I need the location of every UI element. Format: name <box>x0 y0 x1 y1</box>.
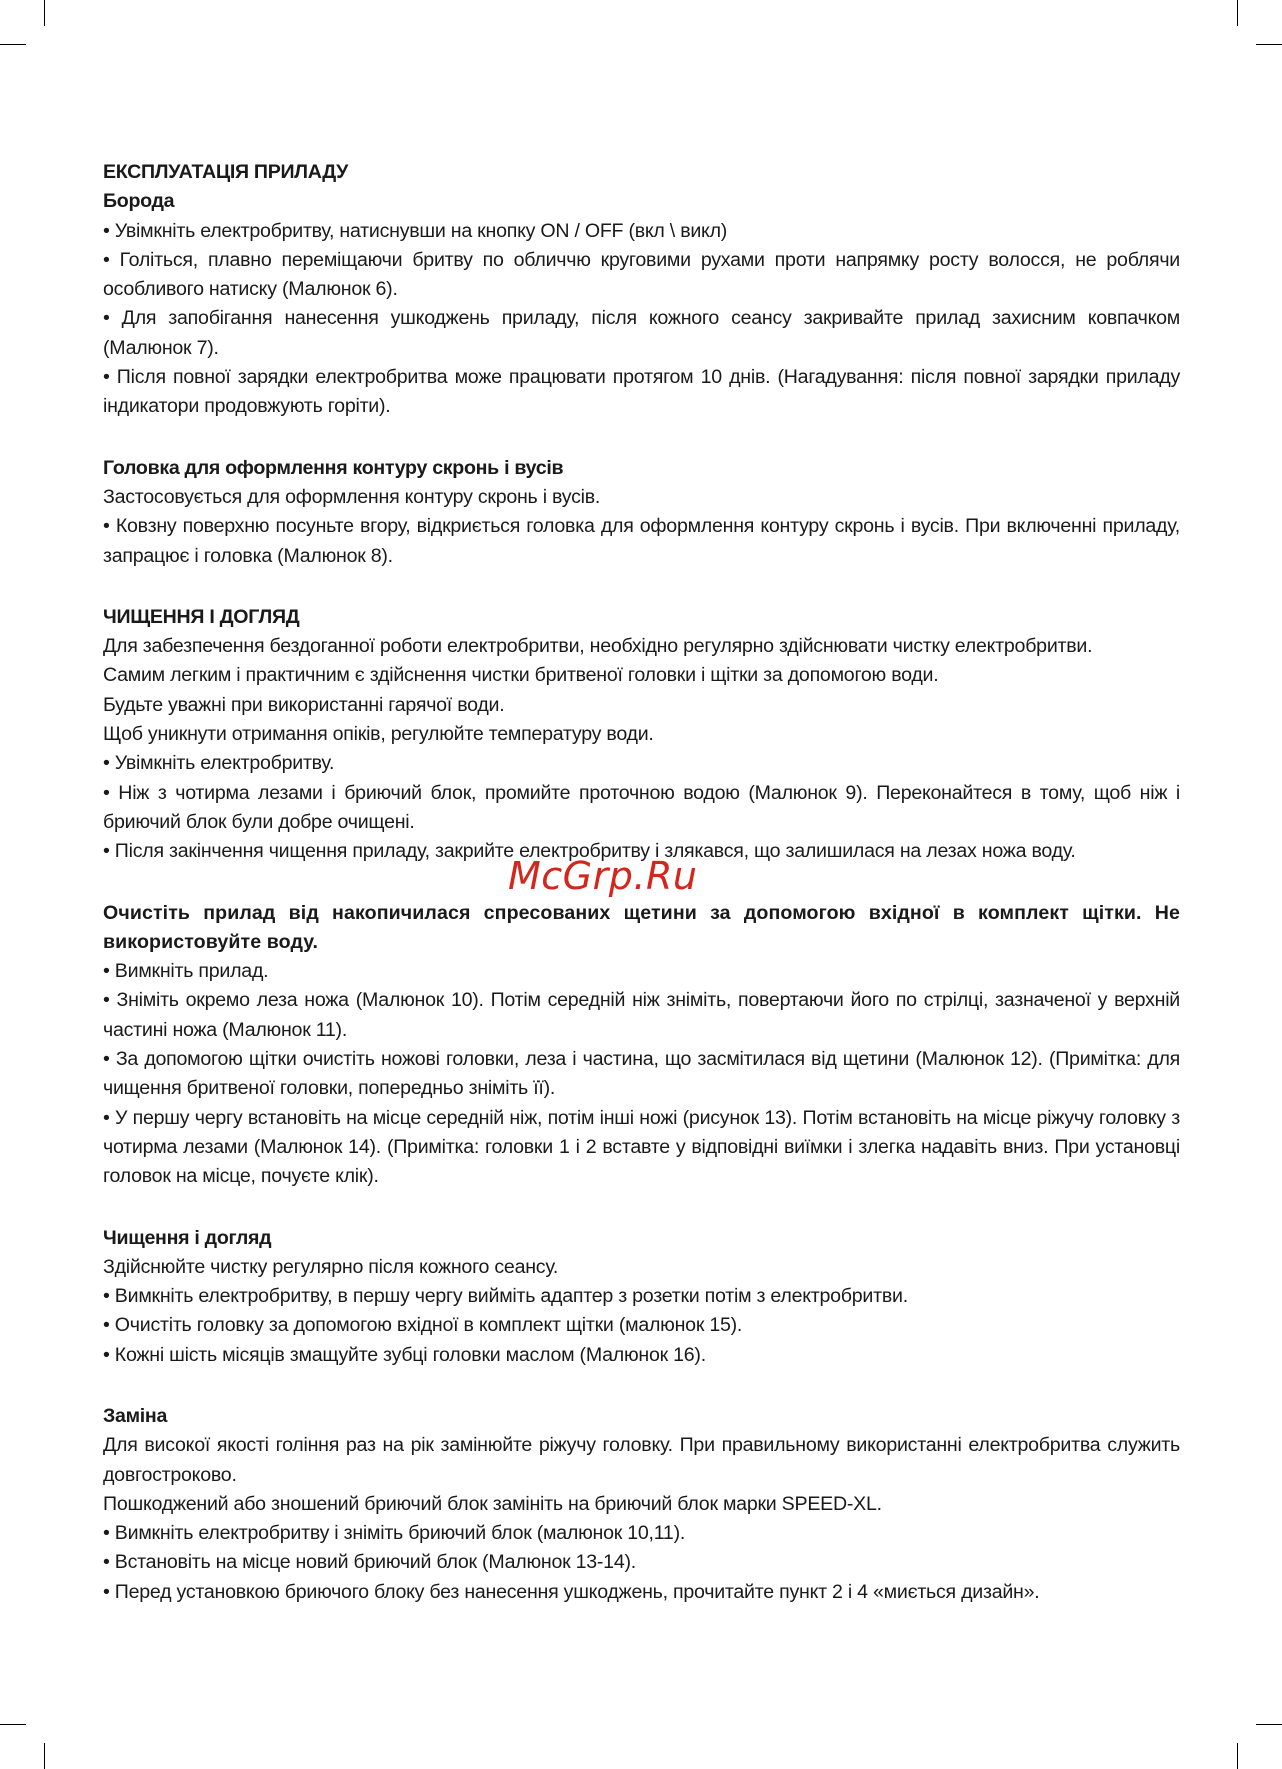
paragraph: Для високої якості гоління раз на рік замінюйте ріжучу головку. При правильному використанні електробритва служить довгостроково. <box>103 1434 1180 1486</box>
watermark-logo: McGrp.Ru <box>508 854 698 898</box>
paragraph: • Вимкніть електробритву, в першу чергу вийміть адаптер з розетки потім з електробритви. <box>103 1285 908 1308</box>
section-heading: ЧИЩЕННЯ І ДОГЛЯД <box>103 605 300 628</box>
paragraph: Самим легким і практичним є здійснення чистки бритвеної головки і щітки за допомогою води. <box>103 664 939 687</box>
crop-mark-bottom-right <box>1237 1743 1238 1769</box>
paragraph: • Після повної зарядки електробритва може працювати протягом 10 днів. (Нагадування: після повної зарядки приладу індикатори продовжують горіти). <box>103 366 1180 418</box>
paragraph: • Кожні шість місяців змащуйте зубці головки маслом (Малюнок 16). <box>103 1343 706 1366</box>
section-heading: Головка для оформлення контуру скронь і вусів <box>103 456 564 479</box>
crop-mark-top-left <box>44 0 45 26</box>
crop-mark-bottom-left <box>44 1743 45 1769</box>
paragraph: Застосовується для оформлення контуру скронь і вусів. <box>103 485 601 508</box>
crop-mark-top-right-h <box>1256 44 1282 45</box>
paragraph: • Для запобігання нанесення ушкоджень приладу, після кожного сеансу закривайте прилад захисним ковпачком (Малюнок 7). <box>103 307 1180 359</box>
paragraph: • Після закінчення чищення приладу, закрийте електробритву і злякався, що залишилася на лезах ножа воду. <box>103 840 1076 863</box>
crop-mark-top-left-h <box>0 44 26 45</box>
paragraph: • Ніж з чотирма лезами і бриючий блок, промийте проточною водою (Малюнок 9). Переконайтеся в тому, щоб ніж і бриючий блок були добре очищені. <box>103 781 1180 833</box>
paragraph: • Вимкніть електробритву і зніміть бриючий блок (малюнок 10,11). <box>103 1522 686 1545</box>
section-subheading: Борода <box>103 190 175 213</box>
section-heading: Чищення і догляд <box>103 1226 272 1249</box>
paragraph: • За допомогою щітки очистіть ножові головки, леза і частина, що засмітилася від щетини (Малюнок 12). (Примітка: для чищення бритвеної головки, попередньо зніміть її). <box>103 1048 1180 1100</box>
paragraph: • Увімкніть електробритву. <box>103 752 335 775</box>
paragraph: • У першу чергу встановіть на місце середній ніж, потім інші ножі (рисунок 13). Потім встановіть на місце ріжучу головку з чотирма лезами (Малюнок 14). (Примітка: головки 1 і 2 вставте у відповідні виїмки і злегка надавіть вниз. При установці головок на місце, почуєте клік). <box>103 1106 1180 1188</box>
paragraph: Пошкоджений або зношений бриючий блок замініть на бриючий блок марки SPEED-XL. <box>103 1492 882 1515</box>
paragraph: Щоб уникнути отримання опіків, регулюйте температуру води. <box>103 723 654 746</box>
paragraph: • Зніміть окремо леза ножа (Малюнок 10). Потім середній ніж зніміть, повертаючи його по стрілці, зазначеної у верхній частині ножа (Малюнок 11). <box>103 989 1180 1041</box>
section-heading: ЕКСПЛУАТАЦІЯ ПРИЛАДУ <box>103 161 349 183</box>
paragraph: • Очистіть головку за допомогою вхідної в комплект щітки (малюнок 15). <box>103 1314 743 1337</box>
crop-mark-top-right <box>1237 0 1238 26</box>
paragraph: Будьте уважні при використанні гарячої води. <box>103 693 505 716</box>
paragraph: • Голіться, плавно переміщаючи бритву по обличчю круговими рухами проти напрямку росту волосся, не роблячи особливого натиску (Малюнок 6). <box>103 248 1180 301</box>
section-heading: Заміна <box>103 1404 168 1427</box>
paragraph: • Увімкніть електробритву, натиснувши на кнопку ON / OFF (вкл \ викл) <box>103 219 728 242</box>
bold-paragraph: Очистіть прилад від накопичилася спресованих щетини за допомогою вхідної в комплект щітки. Не використовуйте воду. <box>103 901 1180 953</box>
paragraph: • Вимкніть прилад. <box>103 960 269 983</box>
paragraph: • Встановіть на місце новий бриючий блок (Малюнок 13-14). <box>103 1551 636 1574</box>
crop-mark-bottom-right-h <box>1256 1724 1282 1725</box>
paragraph: • Перед установкою бриючого блоку без нанесення ушкоджень, прочитайте пункт 2 і 4 «миється дизайн». <box>103 1580 1040 1603</box>
paragraph: Для забезпечення бездоганної роботи електробритви, необхідно регулярно здійснювати чистку електробритви. <box>103 635 1093 658</box>
paragraph: • Ковзну поверхню посуньте вгору, відкриється головка для оформлення контуру скронь і вусів. При включенні приладу, запрацює і головка (Малюнок 8). <box>103 515 1180 567</box>
crop-mark-bottom-left-h <box>0 1724 26 1725</box>
paragraph: Здійснюйте чистку регулярно після кожного сеансу. <box>103 1255 559 1278</box>
